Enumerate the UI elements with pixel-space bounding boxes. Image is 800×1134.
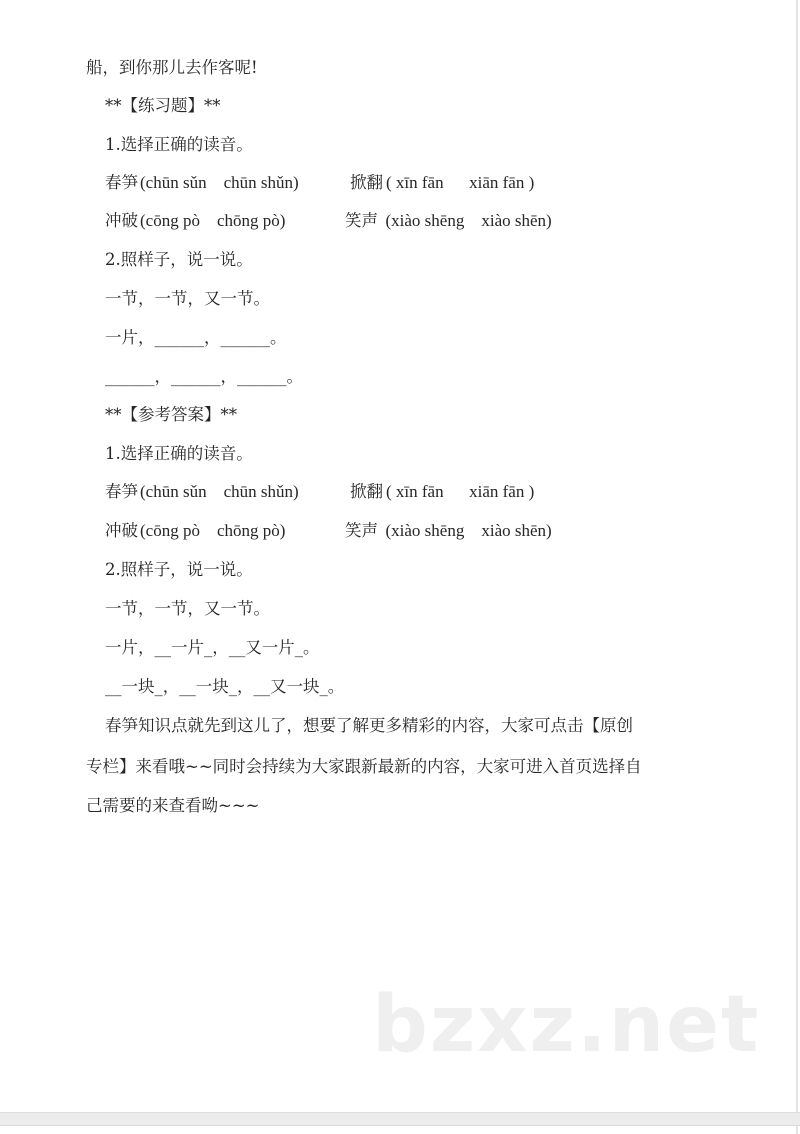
page-separator xyxy=(0,1112,800,1126)
answers-q1-row-1 xyxy=(105,482,705,504)
pinyin-options: (cōng pò chōng pò) xyxy=(140,211,286,230)
answers-q1-row-2 xyxy=(105,521,705,543)
word-xiaosheng: 笑声 xyxy=(345,211,378,230)
exercise-q1-row-2 xyxy=(105,211,705,233)
pinyin-options: (xiào shēng xiào shēn) xyxy=(377,521,552,540)
word-xiaosheng: 笑声 xyxy=(345,521,378,540)
word-chunsun: 春笋 xyxy=(105,482,138,501)
closing-line-2: 专栏】来看哦~~同时会持续为大家跟新最新的内容，大家可进入首页选择自 xyxy=(86,757,642,776)
exercise-q1-title: 1.选择正确的读音。 xyxy=(105,135,253,154)
next-page-edge xyxy=(0,1126,798,1134)
pinyin-options: (xiào shēng xiào shēn) xyxy=(377,211,552,230)
answers-q2-title: 2.照样子，说一说。 xyxy=(105,560,253,579)
intro-tail-text: 船，到你那儿去作客呢! xyxy=(86,58,258,77)
pinyin-options: (chūn sǔn chūn shǔn) xyxy=(140,173,299,192)
answers-q2-line-2: __一块_，__一块_，__又一块_。 xyxy=(105,677,345,696)
word-xianfan: 掀翻 xyxy=(350,482,383,501)
pinyin-options: (chūn sǔn chūn shǔn) xyxy=(140,482,299,501)
word-xianfan: 掀翻 xyxy=(350,173,383,192)
exercise-q2-example: 一节，一节，又一节。 xyxy=(105,289,270,308)
pinyin-options: (cōng pò chōng pò) xyxy=(140,521,286,540)
word-chongpo: 冲破 xyxy=(105,521,138,540)
word-chunsun: 春笋 xyxy=(105,173,138,192)
answers-heading: **【参考答案】** xyxy=(105,405,237,424)
pinyin-options: ( xīn fān xiān fān ) xyxy=(386,482,535,501)
answers-q1-title: 1.选择正确的读音。 xyxy=(105,444,253,463)
answers-q2-line-1: 一片，__一片_，__又一片_。 xyxy=(105,638,320,657)
watermark-text: bzxz.net xyxy=(372,980,761,1070)
exercise-q1-row-1 xyxy=(105,173,705,195)
pinyin-options: ( xīn fān xiān fān ) xyxy=(386,173,535,192)
exercise-heading: **【练习题】** xyxy=(105,96,221,115)
exercise-q2-line-2: ______，______，______。 xyxy=(105,367,303,386)
closing-line-1: 春笋知识点就先到这儿了，想要了解更多精彩的内容，大家可点击【原创 xyxy=(105,716,633,735)
exercise-q2-line-1: 一片，______，______。 xyxy=(105,328,287,347)
closing-line-3: 己需要的来查看呦~~~ xyxy=(86,796,260,815)
answers-q2-example: 一节，一节，又一节。 xyxy=(105,599,270,618)
exercise-q2-title: 2.照样子，说一说。 xyxy=(105,250,253,269)
word-chongpo: 冲破 xyxy=(105,211,138,230)
